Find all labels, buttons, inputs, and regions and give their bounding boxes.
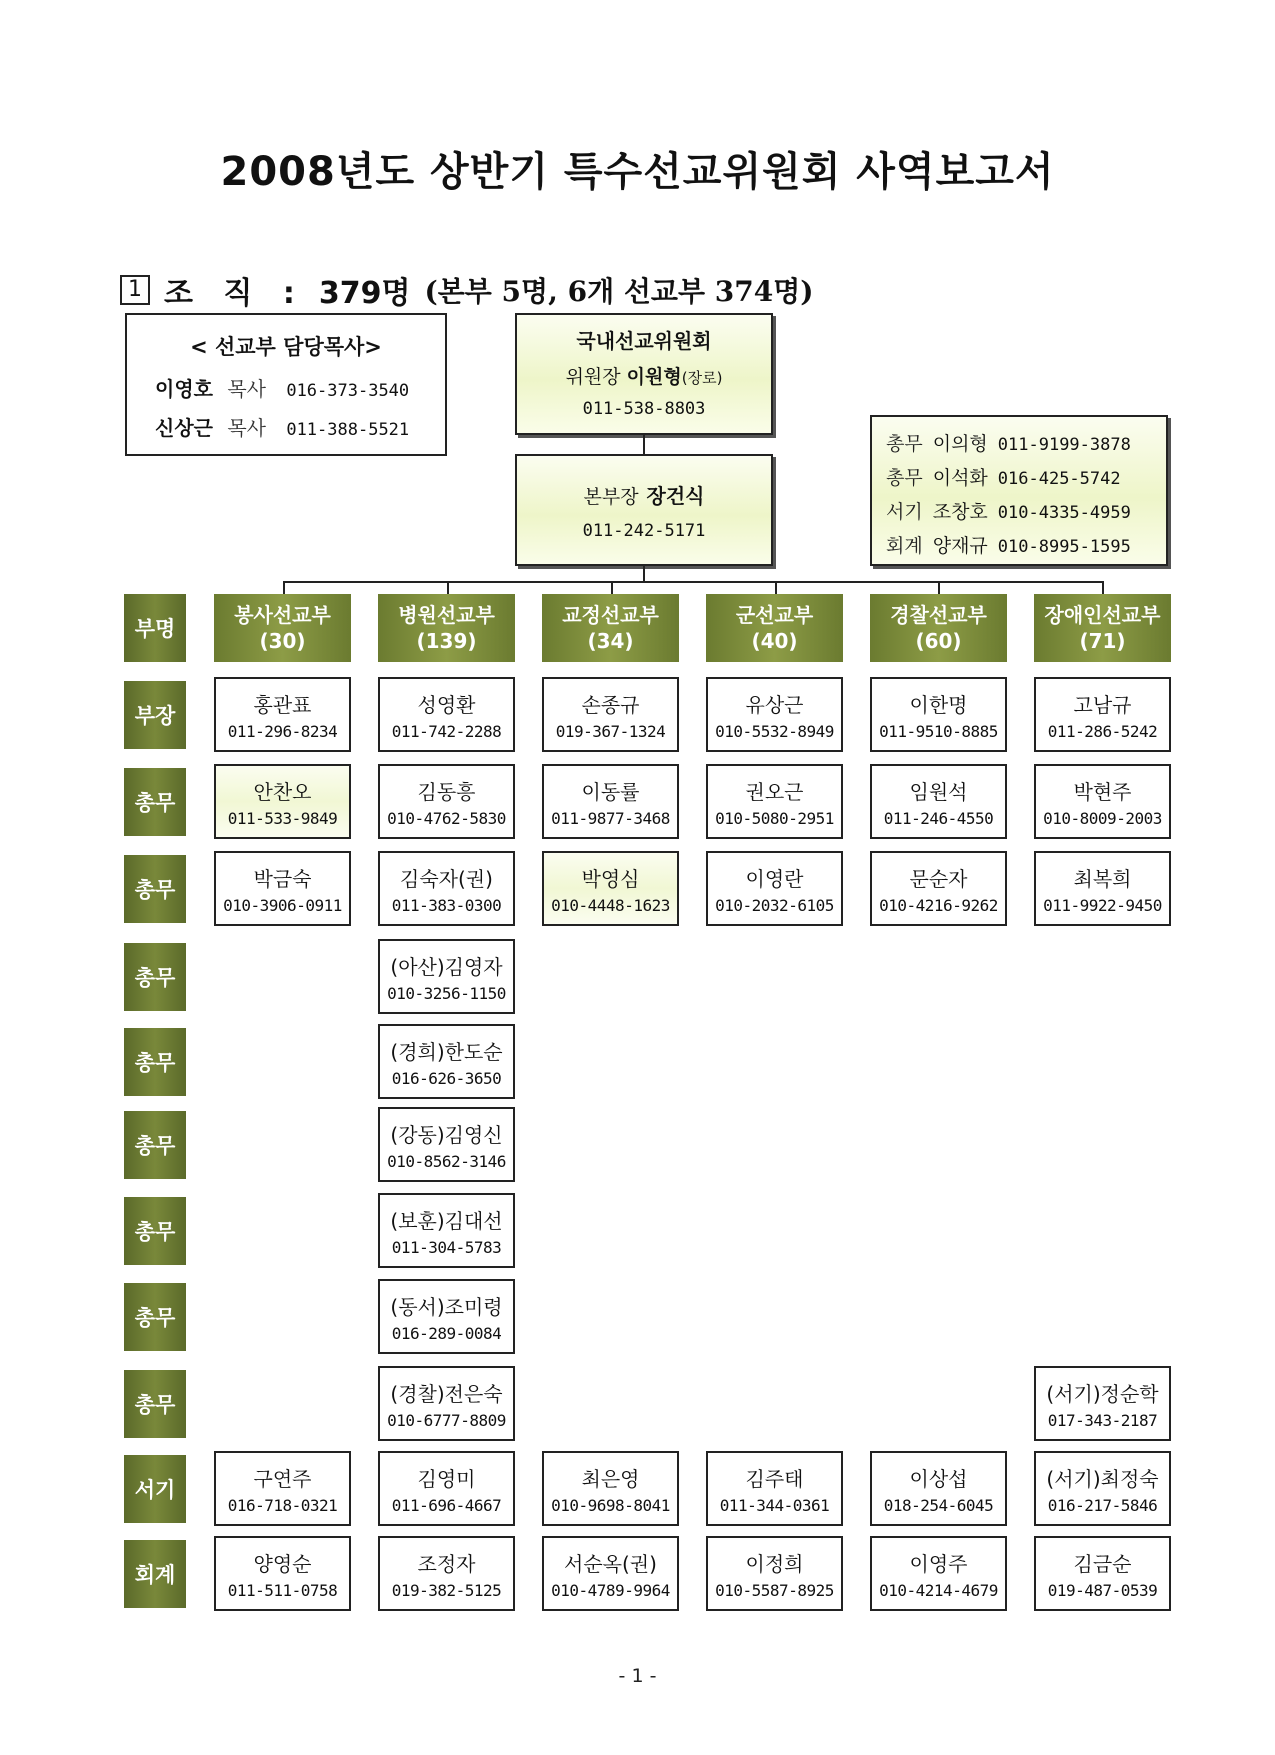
- hq-phone: 011-242-5171: [582, 521, 706, 541]
- department-count: (71): [1079, 629, 1126, 653]
- committee-chair-name: 이원형: [626, 366, 682, 388]
- member-cell: [1034, 1366, 1171, 1441]
- staff-name: 이의형: [932, 433, 988, 455]
- member-name: 이영주: [909, 1551, 968, 1576]
- member-name: 이상섭: [909, 1466, 968, 1491]
- member-phone: 010-2032-6105: [715, 895, 834, 915]
- member-phone: 010-4448-1623: [551, 895, 670, 915]
- row-label: 총무: [124, 1283, 186, 1351]
- member-name: (서기)최정숙: [1046, 1466, 1159, 1491]
- pastor-phone: 011-388-5521: [286, 420, 410, 440]
- section-detail: (본부 5명, 6개 선교부 374명): [424, 275, 814, 308]
- member-cell: [706, 1451, 843, 1526]
- member-phone: 018-254-6045: [883, 1495, 994, 1515]
- connector-line: [643, 435, 645, 454]
- row-label: 부명: [124, 594, 186, 662]
- member-phone: 011-9922-9450: [1043, 895, 1162, 915]
- member-phone: 011-9877-3468: [551, 808, 670, 828]
- member-cell: [378, 764, 515, 839]
- member-cell: [542, 851, 679, 926]
- member-cell: [1034, 677, 1171, 752]
- member-cell: [214, 851, 351, 926]
- member-phone: 010-4216-9262: [879, 895, 998, 915]
- department-count: (60): [915, 629, 962, 653]
- member-name: 박금숙: [253, 866, 312, 891]
- member-name: (동서)조미령: [390, 1294, 503, 1319]
- hq-box: [515, 454, 773, 566]
- row-label: 총무: [124, 855, 186, 923]
- department-name: 경찰선교부: [890, 603, 987, 627]
- member-cell: [542, 1451, 679, 1526]
- member-cell: [214, 1451, 351, 1526]
- member-cell: [1034, 1536, 1171, 1611]
- member-name: 박현주: [1073, 779, 1132, 804]
- member-name: 안찬오: [253, 779, 312, 804]
- committee-box: [515, 313, 773, 435]
- member-name: 문순자: [909, 866, 968, 891]
- committee-chair-role: 위원장: [565, 366, 621, 388]
- pastor-box: [125, 313, 447, 456]
- member-name: 최은영: [581, 1466, 640, 1491]
- pastor-box-header: < 선교부 담당목사>: [190, 335, 382, 359]
- member-name: (보훈)김대선: [390, 1208, 503, 1233]
- department-header: [1034, 594, 1171, 662]
- member-cell: [1034, 1451, 1171, 1526]
- row-label: 회계: [124, 1540, 186, 1608]
- member-phone: 010-5532-8949: [715, 721, 834, 741]
- member-cell: [870, 1451, 1007, 1526]
- member-cell: [542, 764, 679, 839]
- member-phone: 010-5080-2951: [715, 808, 834, 828]
- member-phone: 011-9510-8885: [879, 721, 998, 741]
- pastor-name: 이영호: [155, 377, 213, 401]
- pastor-row: [155, 412, 445, 441]
- member-phone: 011-344-0361: [719, 1495, 830, 1515]
- department-header: [378, 594, 515, 662]
- staff-row: [886, 531, 1166, 558]
- member-phone: 010-3256-1150: [387, 983, 506, 1003]
- member-name: 손종규: [581, 692, 640, 717]
- staff-phone: 016-425-5742: [997, 469, 1121, 489]
- member-name: 양영순: [253, 1551, 312, 1576]
- member-name: 이한명: [909, 692, 968, 717]
- member-phone: 016-626-3650: [391, 1068, 502, 1088]
- member-phone: 010-5587-8925: [715, 1580, 834, 1600]
- member-name: 김금순: [1073, 1551, 1132, 1576]
- member-cell: [378, 1451, 515, 1526]
- row-label: 총무: [124, 943, 186, 1011]
- staff-role: 총무: [886, 467, 923, 489]
- row-label: 총무: [124, 1370, 186, 1438]
- member-cell: [542, 1536, 679, 1611]
- staff-name: 조창호: [932, 501, 988, 523]
- page-number: - 1 -: [618, 1665, 657, 1687]
- member-cell: [870, 764, 1007, 839]
- member-phone: 010-9698-8041: [551, 1495, 670, 1515]
- department-name: 군선교부: [735, 603, 814, 627]
- pastor-role: 목사: [227, 377, 266, 401]
- member-cell: [378, 1024, 515, 1099]
- member-phone: 011-246-4550: [883, 808, 994, 828]
- member-name: 조정자: [417, 1551, 476, 1576]
- member-cell: [706, 851, 843, 926]
- member-phone: 010-8562-3146: [387, 1151, 506, 1171]
- member-phone: 016-718-0321: [227, 1495, 338, 1515]
- section-heading: [120, 268, 814, 312]
- member-name: 유상근: [745, 692, 804, 717]
- connector-line: [1102, 581, 1104, 594]
- pastor-role: 목사: [227, 416, 266, 440]
- member-cell: [378, 1107, 515, 1182]
- staff-box: [870, 415, 1168, 566]
- department-header: [542, 594, 679, 662]
- member-phone: 010-6777-8809: [387, 1410, 506, 1430]
- row-label: 서기: [124, 1455, 186, 1523]
- member-name: 이영란: [745, 866, 804, 891]
- member-name: (경희)한도순: [390, 1039, 503, 1064]
- member-name: (경찰)전은숙: [390, 1381, 503, 1406]
- member-phone: 010-4214-4679: [879, 1580, 998, 1600]
- member-name: 서순옥(권): [564, 1551, 657, 1576]
- member-cell: [870, 1536, 1007, 1611]
- department-name: 병원선교부: [398, 603, 495, 627]
- connector-line: [775, 581, 777, 594]
- member-name: 김숙자(권): [400, 866, 493, 891]
- connector-line: [447, 581, 449, 594]
- member-cell: [378, 677, 515, 752]
- member-phone: 019-487-0539: [1047, 1580, 1158, 1600]
- member-phone: 011-742-2288: [391, 721, 502, 741]
- member-name: 권오근: [745, 779, 804, 804]
- member-name: 고남규: [1073, 692, 1132, 717]
- member-phone: 011-511-0758: [227, 1580, 338, 1600]
- member-name: 박영심: [581, 866, 640, 891]
- committee-chair-title: (장로): [681, 369, 723, 387]
- member-phone: 011-533-9849: [227, 808, 338, 828]
- department-header: [214, 594, 351, 662]
- connector-line: [938, 581, 940, 594]
- department-name: 봉사선교부: [234, 603, 331, 627]
- member-phone: 016-217-5846: [1047, 1495, 1158, 1515]
- member-cell: [870, 677, 1007, 752]
- pastor-phone: 016-373-3540: [286, 381, 410, 401]
- member-phone: 011-304-5783: [391, 1237, 502, 1257]
- row-label: 총무: [124, 1028, 186, 1096]
- committee-chair: [517, 362, 771, 389]
- row-label: 총무: [124, 1111, 186, 1179]
- connector-line: [611, 581, 613, 594]
- staff-phone: 010-8995-1595: [997, 537, 1131, 557]
- staff-row: [886, 463, 1166, 490]
- member-phone: 019-367-1324: [555, 721, 666, 741]
- member-phone: 011-286-5242: [1047, 721, 1158, 741]
- member-phone: 017-343-2187: [1047, 1410, 1158, 1430]
- member-phone: 019-382-5125: [391, 1580, 502, 1600]
- member-phone: 010-4762-5830: [387, 808, 506, 828]
- member-cell: [870, 851, 1007, 926]
- page-title: 2008년도 상반기 특수선교위원회 사역보고서: [220, 149, 1055, 195]
- member-cell: [214, 677, 351, 752]
- pastor-row: [155, 373, 445, 402]
- member-name: 성영환: [417, 692, 476, 717]
- member-name: 이동률: [581, 779, 640, 804]
- section-number: 1: [120, 275, 150, 305]
- row-label: 부장: [124, 681, 186, 749]
- staff-role: 서기: [886, 501, 923, 523]
- committee-phone: 011-538-8803: [582, 399, 706, 419]
- member-name: 이정희: [745, 1551, 804, 1576]
- member-cell: [378, 939, 515, 1014]
- member-name: 홍관표: [253, 692, 312, 717]
- member-name: (서기)정순학: [1046, 1381, 1159, 1406]
- member-name: 구연주: [253, 1466, 312, 1491]
- department-name: 장애인선교부: [1044, 603, 1161, 627]
- staff-name: 양재규: [932, 535, 988, 557]
- member-cell: [214, 1536, 351, 1611]
- member-name: 김주태: [745, 1466, 804, 1491]
- member-phone: 010-8009-2003: [1043, 808, 1162, 828]
- member-cell: [214, 764, 351, 839]
- department-header: [870, 594, 1007, 662]
- member-cell: [378, 1536, 515, 1611]
- member-name: (강동)김영신: [390, 1122, 503, 1147]
- member-cell: [1034, 851, 1171, 926]
- section-label: 조 직 :: [164, 276, 305, 311]
- member-phone: 011-696-4667: [391, 1495, 502, 1515]
- staff-role: 회계: [886, 535, 923, 557]
- committee-title: 국내선교위원회: [576, 329, 712, 353]
- hq-role: 본부장: [583, 486, 639, 508]
- staff-row: [886, 497, 1166, 524]
- member-cell: [378, 851, 515, 926]
- hq-head: [517, 480, 771, 509]
- member-phone: 016-289-0084: [391, 1323, 502, 1343]
- member-cell: [542, 677, 679, 752]
- member-phone: 010-3906-0911: [223, 895, 342, 915]
- row-label: 총무: [124, 1197, 186, 1265]
- member-phone: 011-383-0300: [391, 895, 502, 915]
- member-cell: [1034, 764, 1171, 839]
- member-cell: [378, 1193, 515, 1268]
- staff-row: [886, 429, 1166, 456]
- member-phone: 011-296-8234: [227, 721, 338, 741]
- department-header: [706, 594, 843, 662]
- member-name: 임원석: [909, 779, 968, 804]
- row-label: 총무: [124, 768, 186, 836]
- staff-phone: 011-9199-3878: [997, 435, 1131, 455]
- member-cell: [378, 1279, 515, 1354]
- connector-line: [283, 581, 285, 594]
- staff-role: 총무: [886, 433, 923, 455]
- hq-name: 장건식: [646, 484, 705, 508]
- member-name: 김영미: [417, 1466, 476, 1491]
- department-count: (40): [751, 629, 798, 653]
- department-count: (34): [587, 629, 634, 653]
- member-cell: [706, 764, 843, 839]
- section-total: 379명: [318, 276, 411, 311]
- department-count: (30): [259, 629, 306, 653]
- department-count: (139): [416, 629, 477, 653]
- member-name: 김동흥: [417, 779, 476, 804]
- member-cell: [378, 1366, 515, 1441]
- staff-phone: 010-4335-4959: [997, 503, 1131, 523]
- department-name: 교정선교부: [562, 603, 659, 627]
- staff-name: 이석화: [932, 467, 988, 489]
- member-cell: [706, 677, 843, 752]
- member-name: 최복희: [1073, 866, 1132, 891]
- pastor-name: 신상근: [155, 416, 213, 440]
- member-cell: [706, 1536, 843, 1611]
- department-connector-line: [283, 581, 1102, 583]
- member-phone: 010-4789-9964: [551, 1580, 670, 1600]
- member-name: (아산)김영자: [390, 954, 503, 979]
